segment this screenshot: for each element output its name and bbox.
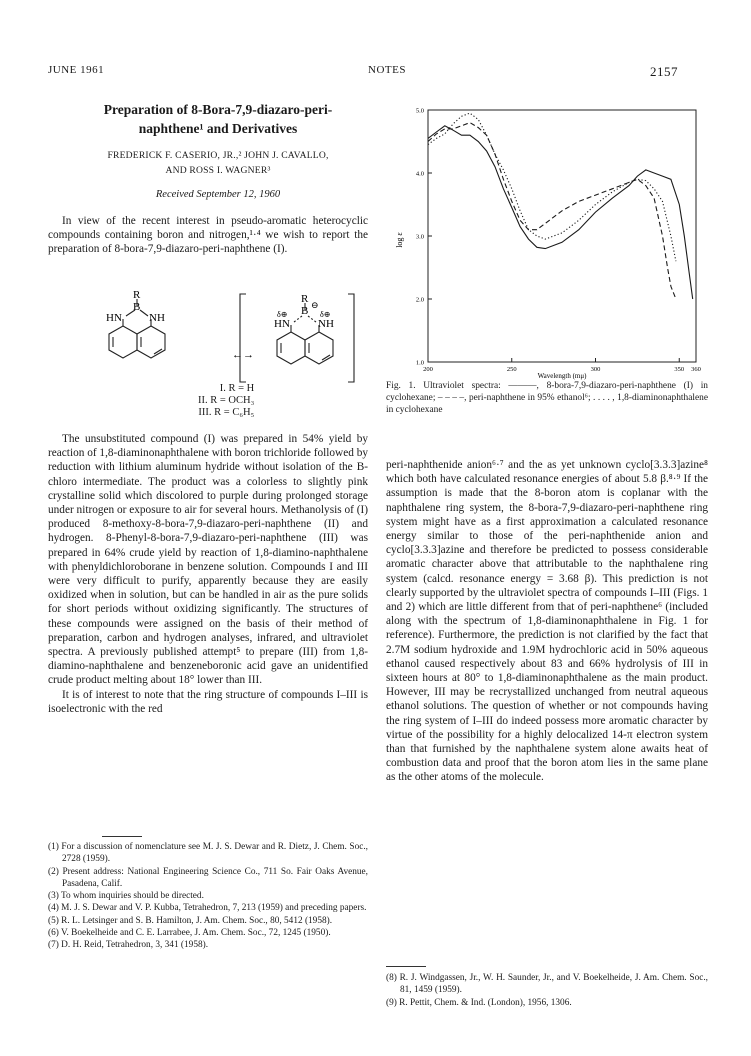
chart-x-axis-label: Wavelength (mμ) bbox=[537, 372, 587, 380]
paragraph-synthesis: The unsubstituted compound (I) was prepared in 54% yield by reaction of 1,8-diaminonaphthalene with boron trichloride followed by reduction with lithium aluminum hydride without isolation of the B-chloro intermediate. The product was a colorless to slightly pink crystalline solid which discolored to purple during prolonged storage under nitrogen or exposure to air for several hours. Methanolysis of (I) produced 8-methoxy-8-bora-7,9-diazaro-peri-naphthene (II) and hydrogen. 8-Phenyl-8-bora-7,9-diazaro-peri-naphthene (III) was prepared in 64% crude yield by reaction of 1,8-diamino-naphthalene with phenyldichloroborane in benzene solution. Compounds I and III were very difficult to purify, apparently because they are easily oxidized when in solution, but can be handled in air as the pure solids for short periods without oxidizing significantly. The structures of these compounds were assigned on the basis of their method of preparation, carbon and hydrogen analyses, infrared, and ultraviolet spectra. A previously published attempt⁵ to prepare (III) from 1,8-diamino-naphthalene and benzeneboronic acid gave an unidentified crude product melting about 18° lower than III. bbox=[48, 433, 368, 687]
compound-list bbox=[198, 383, 254, 419]
compound-2: II. R = OCH₃ bbox=[198, 395, 255, 406]
footnote-1: (1) For a discussion of nomenclature see M. J. S. Dewar and R. Dietz, J. Chem. Soc., 2728 (1959). bbox=[48, 842, 368, 865]
footnotes-left bbox=[48, 841, 368, 952]
page-number: 2157 bbox=[650, 64, 678, 79]
footnote-3: (3) To whom inquiries should be directed. bbox=[48, 891, 204, 902]
running-header-section: NOTES bbox=[368, 64, 406, 76]
footnote-rule-right bbox=[386, 966, 426, 967]
chart-frame bbox=[428, 110, 696, 362]
left-column-body bbox=[48, 432, 368, 716]
footnote-4: (4) M. J. S. Dewar and V. P. Kubba, Tetrahedron, 7, 213 (1959) and preceding papers. bbox=[48, 903, 367, 914]
y-tick-label: 4.0 bbox=[415, 170, 424, 178]
y-tick-label: 1.0 bbox=[415, 359, 424, 367]
authors-line-1: FREDERICK F. CASERIO, JR.,² JOHN J. CAVALLO, bbox=[107, 150, 329, 161]
left-nh-label: NH bbox=[149, 312, 165, 324]
footnote-5: (5) R. L. Letsinger and S. B. Hamilton, J. Am. Chem. Soc., 80, 5412 (1958). bbox=[48, 915, 333, 926]
intro-paragraph: In view of the recent interest in pseudo-aromatic heterocyclic compounds containing boron and nitrogen,¹·⁴ we wish to report the preparation of 8-bora-7,9-diazaro-peri-naphthene (I). bbox=[48, 215, 368, 256]
figure-caption: Fig. 1. Ultraviolet spectra: ———, 8-bora-7,9-diazaro-peri-naphthene (I) in cyclohexane; – – – –, peri-naphthene in 95% ethanol⁶; . . . . , 1,8-diaminonaphthalene in cyclohexane bbox=[386, 381, 708, 415]
x-tick-label: 300 bbox=[590, 366, 601, 373]
article-title-line-1: Preparation of 8-Bora-7,9-diazaro-peri- bbox=[103, 102, 333, 117]
footnote-9: (9) R. Pettit, Chem. & Ind. (London), 1956, 1306. bbox=[386, 997, 572, 1008]
x-tick-label: 200 bbox=[423, 366, 433, 373]
article-title-line-2: naphthene¹ and Derivatives bbox=[138, 121, 298, 136]
running-header-date: JUNE 1961 bbox=[48, 64, 105, 76]
authors bbox=[60, 148, 376, 178]
left-boron-label: B bbox=[133, 301, 141, 313]
uv-spectrum-chart bbox=[386, 100, 708, 380]
boron-minus-charge: ⊖ bbox=[311, 300, 319, 310]
article-title bbox=[70, 100, 366, 138]
y-tick-label: 3.0 bbox=[415, 233, 424, 241]
structure-diagram bbox=[48, 286, 368, 386]
received-date: Received September 12, 1960 bbox=[155, 189, 281, 200]
footnote-7: (7) D. H. Reid, Tetrahedron, 3, 341 (1958). bbox=[48, 940, 209, 951]
chart-series bbox=[428, 113, 693, 299]
footnote-8: (8) R. J. Windgassen, Jr., W. H. Saunder, Jr., and V. Boekelheide, J. Am. Chem. Soc., 81, 1459 (1959). bbox=[386, 973, 708, 996]
right-r-label: R bbox=[301, 293, 309, 305]
right-boron-label: B bbox=[301, 305, 309, 317]
compound-1: I. R = H bbox=[219, 383, 255, 394]
footnote-rule-left bbox=[102, 836, 142, 837]
y-tick-label: 2.0 bbox=[415, 296, 424, 304]
paragraph-ring-structure: It is of interest to note that the ring structure of compounds I–III is isoelectronic with the red bbox=[48, 688, 368, 715]
x-tick-label: 250 bbox=[506, 366, 517, 373]
right-nh-label: NH bbox=[318, 318, 334, 330]
compound-3: III. R = C₆H₅ bbox=[198, 407, 255, 418]
left-r-label: R bbox=[133, 289, 141, 301]
delta-plus-left: δ⊕ bbox=[277, 310, 288, 319]
footnote-6: (6) V. Boekelheide and C. E. Larrabee, J. Am. Chem. Soc., 72, 1245 (1950). bbox=[48, 928, 331, 939]
right-hn-label: HN bbox=[274, 318, 290, 330]
authors-line-2: AND ROSS I. WAGNER³ bbox=[165, 165, 271, 176]
x-tick-label: 360 bbox=[691, 366, 701, 373]
x-tick-label: 350 bbox=[674, 366, 685, 373]
chart-y-axis-label: log ε bbox=[395, 232, 404, 248]
paragraph-resonance: peri-naphthenide anion⁶·⁷ and the as yet unknown cyclo[3.3.3]azine⁸ which both have calculated resonance energies of about 5.8 β.⁸·⁹ If the assumption is made that the 8-boron atom is coplanar with the naphthalene ring system, the 8-bora-7,9-diazaro-peri-naphthene ring system might have as a first approximation a calculated resonance energy similar to those of the peri-naphthenide anion and cyclo[3.3.3]azine and therefore be predicted to possess considerable aromatic character above that attributable to the naphthalene ring system (calcd. resonance energy = 3.68 β). This prediction is not clearly supported by the ultraviolet spectra of compounds I–III (Figs. 1 and 2) which are little different from that of peri-naphthene⁶ (included along with the spectrum of 1,8-diaminonaphthalene in Fig. 1 for reference). Furthermore, the prediction is not clarified by the fact that 2.7M sodium hydroxide and 1.9M hydrochloric acid in 50% aqueous ethanol caused respectively about 83 and 66% hydrolysis of III in sixteen hours at 80° to 1,8-diaminonaphthalene as the main product. However, III may be recrystallized unchanged from neutral aqueous ethanol solutions. The question of whether or not compounds having the ring system of I–III do indeed possess more aromatic character by virtue of the possibility for a highly delocalized 14-π electron system than that furnished by the naphthalene system alone awaits heat of combustion data and proof that the boron atom lies in the same plane as the other atoms of the molecule. bbox=[386, 459, 708, 784]
resonance-arrow: ←→ bbox=[232, 349, 254, 361]
chart-ticks bbox=[416, 108, 701, 374]
y-tick-label: 5.0 bbox=[415, 107, 424, 115]
left-hn-label: HN bbox=[106, 312, 122, 324]
spectrum-line-dashed bbox=[428, 123, 676, 299]
right-column-body bbox=[386, 458, 708, 785]
delta-plus-right: δ⊕ bbox=[320, 310, 331, 319]
plot-area bbox=[428, 110, 696, 362]
footnote-2: (2) Present address: National Engineering Science Co., 711 So. Fair Oaks Avenue, Pasadena, Calif. bbox=[48, 866, 368, 889]
footnotes-right bbox=[386, 972, 708, 1009]
